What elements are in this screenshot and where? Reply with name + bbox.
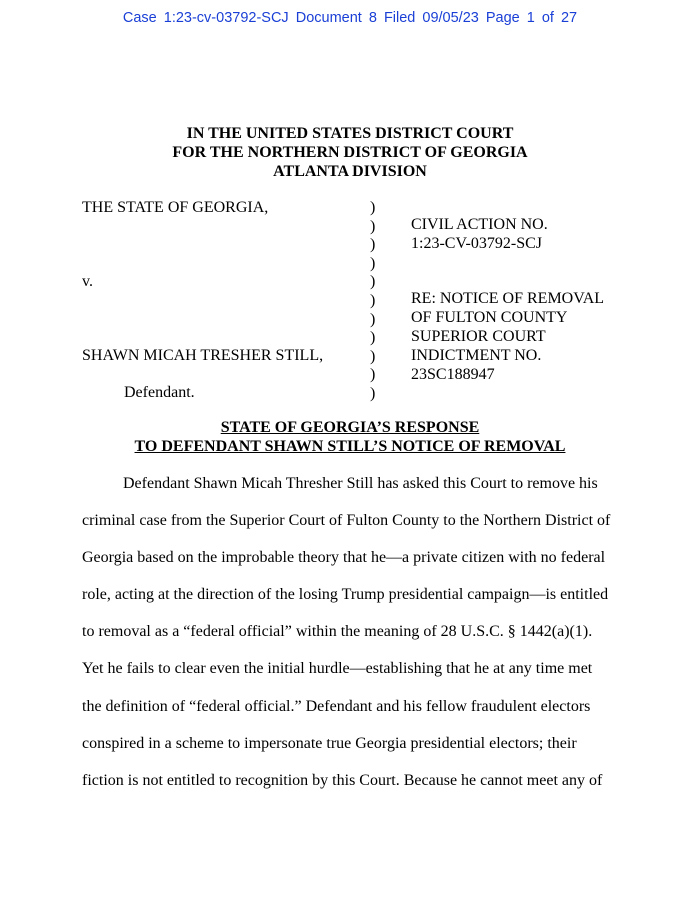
caption-paren: ) bbox=[370, 291, 376, 309]
document-title-line: TO DEFENDANT SHAWN STILL’S NOTICE OF REMOVAL bbox=[134, 438, 566, 455]
caption-paren: ) bbox=[370, 366, 376, 384]
caption-paren: ) bbox=[370, 199, 376, 216]
page-indicator: Page 1 of 27 bbox=[485, 10, 578, 26]
caption-paren: ) bbox=[370, 273, 376, 291]
re-line: OF FULTON COUNTY bbox=[411, 309, 568, 326]
re-line: INDICTMENT NO. bbox=[411, 347, 542, 364]
body-line: Yet he fails to clear even the initial hurdle—establishing that he at any time met bbox=[82, 660, 593, 678]
body-paragraph bbox=[82, 474, 622, 808]
plaintiff-name: THE STATE OF GEORGIA, bbox=[82, 199, 269, 216]
body-line: conspired in a scheme to impersonate true Georgia presidential electors; their bbox=[82, 734, 577, 752]
body-line: criminal case from the Superior Court of Fulton County to the Northern District of bbox=[82, 512, 611, 530]
body-line: the definition of “federal official.” Defendant and his fellow fraudulent electors bbox=[82, 697, 591, 715]
document-title bbox=[0, 418, 700, 456]
caption-paren: ) bbox=[370, 254, 376, 272]
caption-paren: ) bbox=[370, 310, 376, 328]
document-title-line: STATE OF GEORGIA’S RESPONSE bbox=[220, 419, 480, 436]
ecf-filing-header bbox=[0, 10, 700, 26]
caption-paren: ) bbox=[370, 217, 376, 235]
body-line: Georgia based on the improbable theory that he—a private citizen with no federal bbox=[82, 549, 606, 567]
court-heading-line: FOR THE NORTHERN DISTRICT OF GEORGIA bbox=[172, 144, 528, 161]
caption-paren: ) bbox=[370, 236, 376, 254]
versus-label: v. bbox=[82, 273, 93, 290]
body-line: Defendant Shawn Micah Thresher Still has asked this Court to remove his bbox=[123, 475, 598, 492]
court-heading bbox=[0, 124, 700, 181]
civil-action-number: 1:23-CV-03792-SCJ bbox=[411, 235, 542, 252]
indictment-number: 23SC188947 bbox=[411, 366, 495, 383]
body-line: role, acting at the direction of the losing Trump presidential campaign—is entitled bbox=[82, 586, 609, 604]
court-heading-line: ATLANTA DIVISION bbox=[273, 163, 427, 180]
body-line: fiction is not entitled to recognition by this Court. Because he cannot meet any of bbox=[82, 771, 603, 789]
defendant-label: Defendant. bbox=[124, 384, 195, 401]
caption-paren: ) bbox=[370, 347, 376, 365]
document-number: Document 8 bbox=[295, 10, 377, 26]
court-heading-line: IN THE UNITED STATES DISTRICT COURT bbox=[186, 125, 514, 142]
caption-parentheses bbox=[370, 199, 380, 404]
caption-paren: ) bbox=[370, 329, 376, 347]
case-number: Case 1:23-cv-03792-SCJ bbox=[122, 10, 289, 26]
filed-date: Filed 09/05/23 bbox=[383, 10, 479, 26]
caption-paren: ) bbox=[370, 384, 376, 402]
re-line: SUPERIOR COURT bbox=[411, 328, 546, 345]
re-line: RE: NOTICE OF REMOVAL bbox=[411, 290, 605, 307]
body-line: to removal as a “federal official” within the meaning of 28 U.S.C. § 1442(a)(1). bbox=[82, 623, 593, 641]
civil-action-label: CIVIL ACTION NO. bbox=[411, 216, 548, 233]
defendant-name: SHAWN MICAH TRESHER STILL, bbox=[82, 347, 324, 364]
